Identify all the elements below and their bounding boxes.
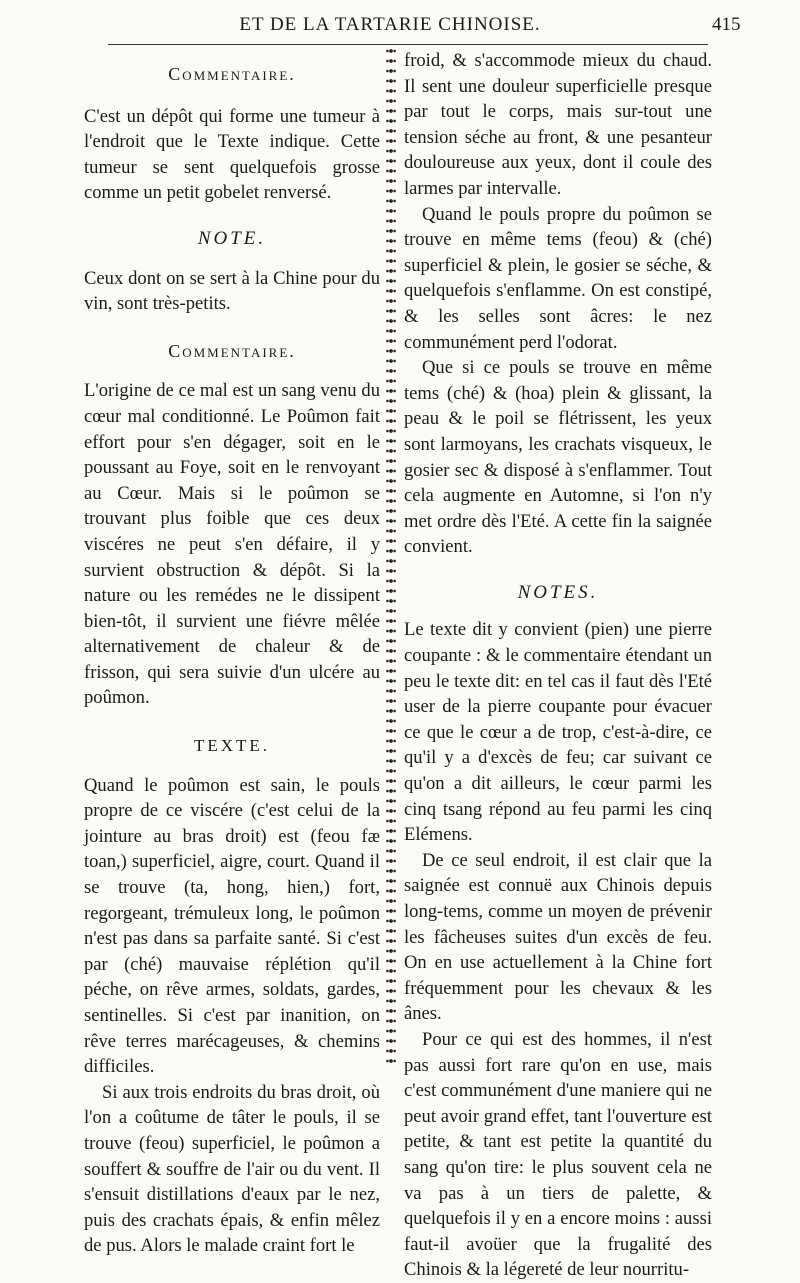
header-rule (108, 44, 708, 45)
paragraph: Le texte dit y convient (pien) une pierre coupante : & le commentaire étendant un peu le texte dit: en tel cas il faut dès l'Eté user de la pierre coupante pour évacuer ce que le cœur a de trop, c'est-à-dire, ce qu'il y a d'excès de feu; car suivant ce qu'on a dit ailleurs, le cœur parmi les cinq tsang répond au feu parmi les cinq Elémens. (404, 619, 712, 846)
paragraph: C'est un dépôt qui forme une tumeur à l'endroit que le Texte indique. Cette tumeur se sent quelquefois grosse comme un petit gobelet renversé. (84, 105, 380, 204)
running-head: ET DE LA TARTARIE CHINOISE. (239, 14, 541, 35)
ornamental-column-divider (382, 46, 400, 1066)
paragraph: L'origine de ce mal est un sang venu du cœur mal conditionné. Le Poûmon fait effort pour s'en dégager, soit en le poussant au Foye, soit en le renvoyant au Cœur. Mais si le poûmon se trouvant plus foible que ces deux viscéres ne peut s'en défaire, il y survient obstruction & dépôt. Si la nature ou les remédes ne le dissipent bien-tôt, il survient une fiévre mêlée alternativement de chaleur & de frisson, qui sera suivie d'un ulcére au poûmon. (84, 380, 380, 709)
paragraph: Si aux trois endroits du bras droit, où l'on a coûtume de tâter le pouls, il se trouve (feou) superficiel, le poûmon a souffert & souffre de l'air ou du vent. Il s'ensuit distillations d'eaux par le nez, puis des crachats épais, & enfin mêlez de pus. Alors le malade craint fort le (84, 1081, 380, 1257)
heading-texte: TEXTE. (193, 736, 271, 756)
paragraph: Ceux dont on se sert à la Chine pour du vin, sont très-petits. (84, 267, 380, 315)
left-column (84, 48, 380, 1259)
heading-commentaire-1: Commentaire. (168, 64, 296, 84)
paragraph: Pour ce qui est des hommes, il n'est pas aussi fort rare qu'on en use, mais c'est communément d'une maniere qui ne peut avoir grand effet, tant l'ouverture est petite, & tant est petite la quantité du sang qu'on tire: le plus souvent cela ne va pas à un tiers de palette, & quelquefois il y en a encore moins : aussi faut-il avoüer que la frugalité des Chinois & la légereté de leur nourritu- (404, 1028, 712, 1281)
paragraph: De ce seul endroit, il est clair que la saignée est connuë aux Chinois depuis long-tems, comme un moyen de prévenir les fâcheuses suites d'un excès de feu. On en use actuellement à la Chine fort fréquemment pour les chevaux & les ânes. (404, 849, 712, 1025)
heading-commentaire-2: Commentaire. (168, 340, 296, 361)
page-number: 415 (712, 14, 741, 35)
heading-notes: NOTES. (517, 581, 599, 603)
paragraph: Que si ce pouls se trouve en même tems (ché) & (hoa) plein & glissant, la peau & le poil se flétrissent, les yeux sont larmoyans, les crachats visqueux, le gosier sec & disposé à s'enflammer. Tout cela augmente en Automne, si l'on n'y met ordre dès l'Eté. A cette fin la saignée convient. (404, 357, 712, 558)
paragraph: Quand le poûmon est sain, le pouls propre de ce viscére (c'est celui de la jointure au bras droit) est (feou fæ toan,) superficiel, aigre, court. Quand il se trouve (ta, hong, hien,) fort, regorgeant, trémuleux long, le poûmon n'est pas dans sa parfaite santé. Si c'est par (ché) mauvaise réplétion qu'il péche, on rêve armes, soldats, gardes, sentinelles. Si c'est par inanition, on rêve terres marécageuses, & chemins difficiles. (84, 774, 380, 1078)
heading-note: NOTE. (197, 227, 267, 249)
paragraph: Quand le pouls propre du poûmon se trouve en même tems (feou) & (ché) superficiel & plein, le gosier se séche, & quelquefois s'enflamme. On est constipé, & les selles sont âcres: le nez communément perd l'odorat. (404, 203, 712, 353)
right-column (404, 48, 712, 1283)
paragraph: froid, & s'accommode mieux du chaud. Il sent une douleur superficielle presque par tout le corps, mais sur-tout une tension séche au front, & une pesanteur douloureuse aux yeux, dont il coule des larmes par intervalle. (404, 50, 712, 199)
